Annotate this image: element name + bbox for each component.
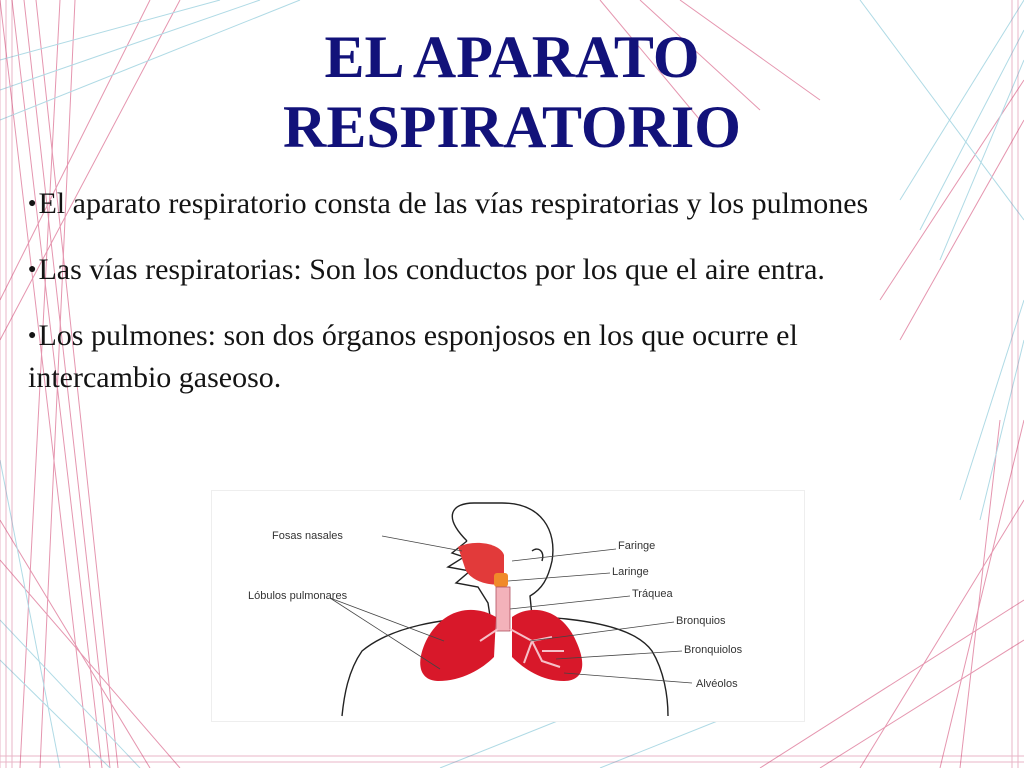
label-faringe: Faringe (618, 540, 656, 552)
label-lobulos-pulmonares: Lóbulos pulmonares (248, 590, 348, 602)
bullet-text: Las vías respiratorias: Son los conductos por los que el aire entra. (38, 253, 825, 287)
respiratory-diagram-svg (212, 491, 804, 721)
bullet-dot-icon: ● (28, 196, 37, 212)
right-lung (512, 610, 582, 681)
bullet-item (28, 316, 933, 398)
slide-title (100, 22, 924, 162)
label-laringe: Laringe (612, 566, 649, 578)
label-bronquios: Bronquios (676, 615, 726, 627)
bullet-dot-icon: ● (28, 328, 37, 344)
label-alveolos: Alvéolos (696, 678, 738, 690)
left-lung (420, 610, 496, 681)
title-line-2: RESPIRATORIO (283, 94, 741, 160)
leader-lines (330, 536, 692, 683)
bullet-text: El aparato respiratorio consta de las vías respiratorias y los pulmones (38, 187, 869, 220)
respiratory-diagram (212, 491, 804, 721)
bullet-item (28, 250, 933, 292)
label-bronquiolos: Bronquiolos (684, 644, 743, 656)
larynx (494, 573, 508, 587)
trachea (496, 587, 510, 631)
bullet-list (28, 184, 933, 422)
bullet-text: Los pulmones: son dos órganos esponjosos en los que ocurre el intercambio gaseoso. (28, 319, 798, 395)
label-traquea: Tráquea (632, 588, 673, 600)
bullet-dot-icon: ● (28, 262, 37, 278)
title-line-1: EL APARATO (324, 24, 700, 90)
label-fosas-nasales: Fosas nasales (272, 530, 343, 542)
bullet-item (28, 184, 933, 226)
